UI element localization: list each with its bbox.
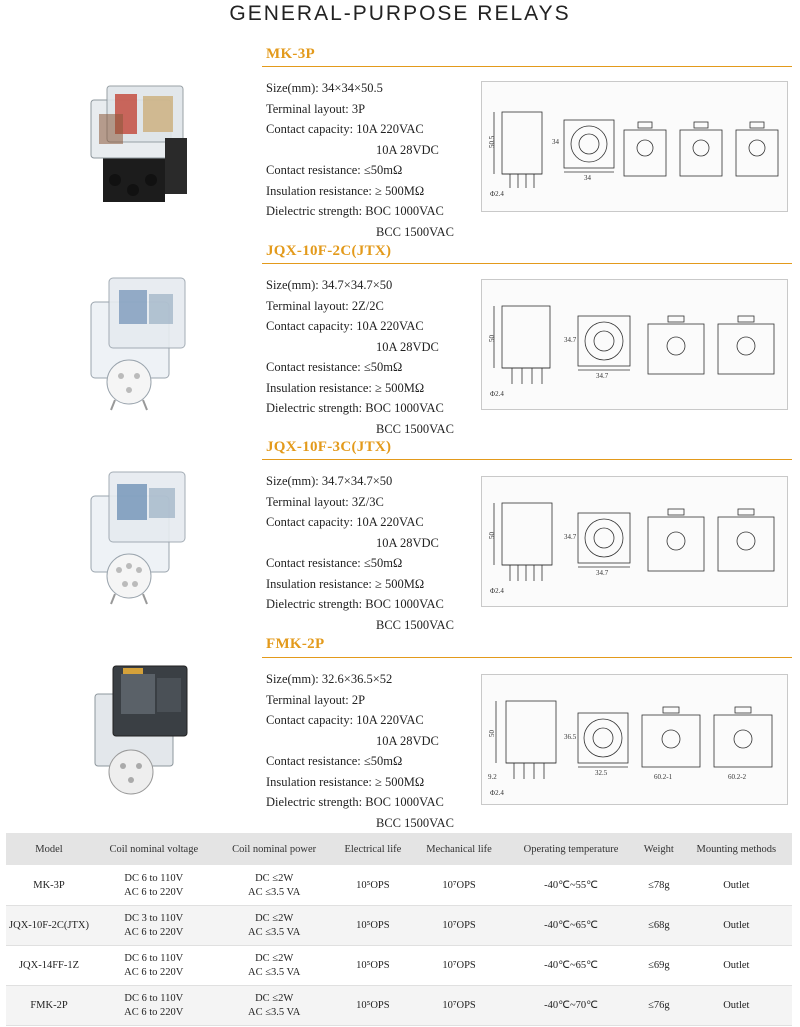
dim-height: 50 (488, 532, 496, 539)
section-divider (262, 263, 792, 264)
spec-resistance: Contact resistance: ≤50mΩ (266, 360, 403, 374)
dim-height: 50 (488, 335, 496, 342)
cell-mechanical-life: 10⁷OPS (413, 906, 505, 946)
header-operating-temperature: Operating temperature (505, 833, 637, 866)
cell-power: DC ≤2W AC ≤3.5 VA (216, 906, 333, 946)
cell-mechanical-life: 10⁷OPS (413, 946, 505, 986)
dim-side: 34 (552, 138, 559, 146)
cell-model: FMK-2P (6, 986, 92, 1026)
spec-capacity-dc: 10A 28VDC (376, 733, 439, 748)
spec-resistance: Contact resistance: ≤50mΩ (266, 754, 403, 768)
cell-mounting: Outlet (681, 866, 792, 906)
spec-layout: Terminal layout: 2P (266, 692, 366, 707)
cell-mechanical-life: 10⁷OPS (413, 986, 505, 1026)
header-model: Model (6, 833, 92, 866)
spec-capacity-dc: 10A 28VDC (376, 339, 439, 354)
cell-model: JQX-14FF-1Z (6, 946, 92, 986)
section-title: FMK-2P (266, 636, 325, 652)
section-title: JQX-10F-3C(JTX) (266, 439, 392, 455)
header-coil-voltage: Coil nominal voltage (92, 833, 216, 866)
dimension-drawing (481, 476, 788, 607)
cell-weight: ≤68g (637, 906, 681, 946)
wiring-label-2: 60.2-2 (728, 773, 747, 781)
dim-pin: Φ2.4 (490, 789, 504, 797)
dimension-drawing (481, 81, 788, 212)
spec-list (266, 669, 454, 833)
table-row (6, 986, 792, 1026)
relay-photo-mk3p (85, 80, 205, 225)
cell-weight: ≤69g (637, 946, 681, 986)
table-header-row (6, 833, 792, 866)
cell-temperature: -40℃~55℃ (505, 866, 637, 906)
wiring-label-1: 60.2-1 (654, 773, 673, 781)
section-title: MK-3P (266, 46, 315, 62)
dim-width: 34 (584, 174, 591, 182)
spec-capacity: Contact capacity: 10A 220VAC (266, 319, 424, 333)
cell-mounting: Outlet (681, 946, 792, 986)
cell-power: DC ≤2W AC ≤3.5 VA (216, 866, 333, 906)
spec-size: Size(mm): 32.6×36.5×52 (266, 672, 393, 686)
cell-voltage: DC 6 to 110V AC 6 to 220V (92, 986, 216, 1026)
spec-layout: Terminal layout: 3Z/3C (266, 494, 384, 509)
cell-temperature: -40℃~70℃ (505, 986, 637, 1026)
spec-dielectric: Dielectric strength: BOC 1000VAC (266, 401, 444, 415)
relay-photo-jqx10f3c (85, 466, 205, 611)
spec-dielectric-bcc: BCC 1500VAC (376, 815, 454, 830)
table-row (6, 946, 792, 986)
spec-resistance: Contact resistance: ≤50mΩ (266, 163, 403, 177)
cell-temperature: -40℃~65℃ (505, 906, 637, 946)
spec-dielectric-bcc: BCC 1500VAC (376, 224, 454, 239)
cell-electrical-life: 10⁵OPS (333, 986, 413, 1026)
cell-temperature: -40℃~65℃ (505, 946, 637, 986)
spec-layout: Terminal layout: 3P (266, 101, 366, 116)
cell-mounting: Outlet (681, 986, 792, 1026)
spec-dielectric-bcc: BCC 1500VAC (376, 617, 454, 632)
spec-table (6, 833, 792, 1026)
cell-power: DC ≤2W AC ≤3.5 VA (216, 946, 333, 986)
cell-mounting: Outlet (681, 906, 792, 946)
header-weight: Weight (637, 833, 681, 866)
dim-width: 32.5 (595, 769, 608, 777)
section-title: JQX-10F-2C(JTX) (266, 243, 392, 259)
header-mounting-methods: Mounting methods (681, 833, 792, 866)
section-divider (262, 66, 792, 67)
dim-pin: Φ2.4 (490, 390, 504, 398)
spec-layout: Terminal layout: 2Z/2C (266, 298, 384, 313)
spec-capacity: Contact capacity: 10A 220VAC (266, 515, 424, 529)
spec-dielectric: Dielectric strength: BOC 1000VAC (266, 204, 444, 218)
header-coil-power: Coil nominal power (216, 833, 333, 866)
cell-weight: ≤78g (637, 866, 681, 906)
spec-dielectric: Dielectric strength: BOC 1000VAC (266, 597, 444, 611)
cell-electrical-life: 10⁵OPS (333, 946, 413, 986)
dim-height: 50.5 (488, 135, 496, 148)
dim-width: 34.7 (596, 569, 609, 577)
cell-voltage: DC 6 to 110V AC 6 to 220V (92, 866, 216, 906)
spec-capacity: Contact capacity: 10A 220VAC (266, 122, 424, 136)
relay-photo-fmk2p (85, 660, 205, 805)
spec-size: Size(mm): 34.7×34.7×50 (266, 474, 393, 488)
spec-capacity-dc: 10A 28VDC (376, 535, 439, 550)
cell-voltage: DC 6 to 110V AC 6 to 220V (92, 946, 216, 986)
spec-list (266, 275, 454, 439)
dim-side: 36.5 (564, 733, 577, 741)
section-divider (262, 459, 792, 460)
spec-size: Size(mm): 34×34×50.5 (266, 81, 383, 95)
spec-insulation: Insulation resistance: ≥ 500MΩ (266, 183, 425, 198)
spec-insulation: Insulation resistance: ≥ 500MΩ (266, 576, 425, 591)
dim-pin-length: 9.2 (488, 773, 497, 781)
header-mechanical-life: Mechanical life (413, 833, 505, 866)
page-title: GENERAL-PURPOSE RELAYS (229, 2, 571, 25)
dimension-drawing (481, 674, 788, 805)
spec-list (266, 78, 454, 242)
cell-weight: ≤76g (637, 986, 681, 1026)
header-electrical-life: Electrical life (333, 833, 413, 866)
dim-pin: Φ2.4 (490, 190, 504, 198)
spec-dielectric: Dielectric strength: BOC 1000VAC (266, 795, 444, 809)
cell-model: JQX-10F-2C(JTX) (6, 906, 92, 946)
spec-list (266, 471, 454, 635)
dim-side: 34.7 (564, 533, 577, 541)
spec-capacity: Contact capacity: 10A 220VAC (266, 713, 424, 727)
section-divider (262, 657, 792, 658)
dim-pin: Φ2.4 (490, 587, 504, 595)
spec-dielectric-bcc: BCC 1500VAC (376, 421, 454, 436)
spec-insulation: Insulation resistance: ≥ 500MΩ (266, 774, 425, 789)
dim-side: 34.7 (564, 336, 577, 344)
dimension-drawing (481, 279, 788, 410)
spec-capacity-dc: 10A 28VDC (376, 142, 439, 157)
spec-insulation: Insulation resistance: ≥ 500MΩ (266, 380, 425, 395)
cell-mechanical-life: 10⁷OPS (413, 866, 505, 906)
cell-voltage: DC 3 to 110V AC 6 to 220V (92, 906, 216, 946)
cell-model: MK-3P (6, 866, 92, 906)
cell-electrical-life: 10⁵OPS (333, 906, 413, 946)
dim-height: 50 (488, 730, 496, 737)
spec-resistance: Contact resistance: ≤50mΩ (266, 556, 403, 570)
relay-photo-jqx10f2c (85, 272, 205, 417)
table-row (6, 866, 792, 906)
table-row (6, 906, 792, 946)
dim-width: 34.7 (596, 372, 609, 380)
cell-electrical-life: 10⁵OPS (333, 866, 413, 906)
spec-size: Size(mm): 34.7×34.7×50 (266, 278, 393, 292)
cell-power: DC ≤2W AC ≤3.5 VA (216, 986, 333, 1026)
